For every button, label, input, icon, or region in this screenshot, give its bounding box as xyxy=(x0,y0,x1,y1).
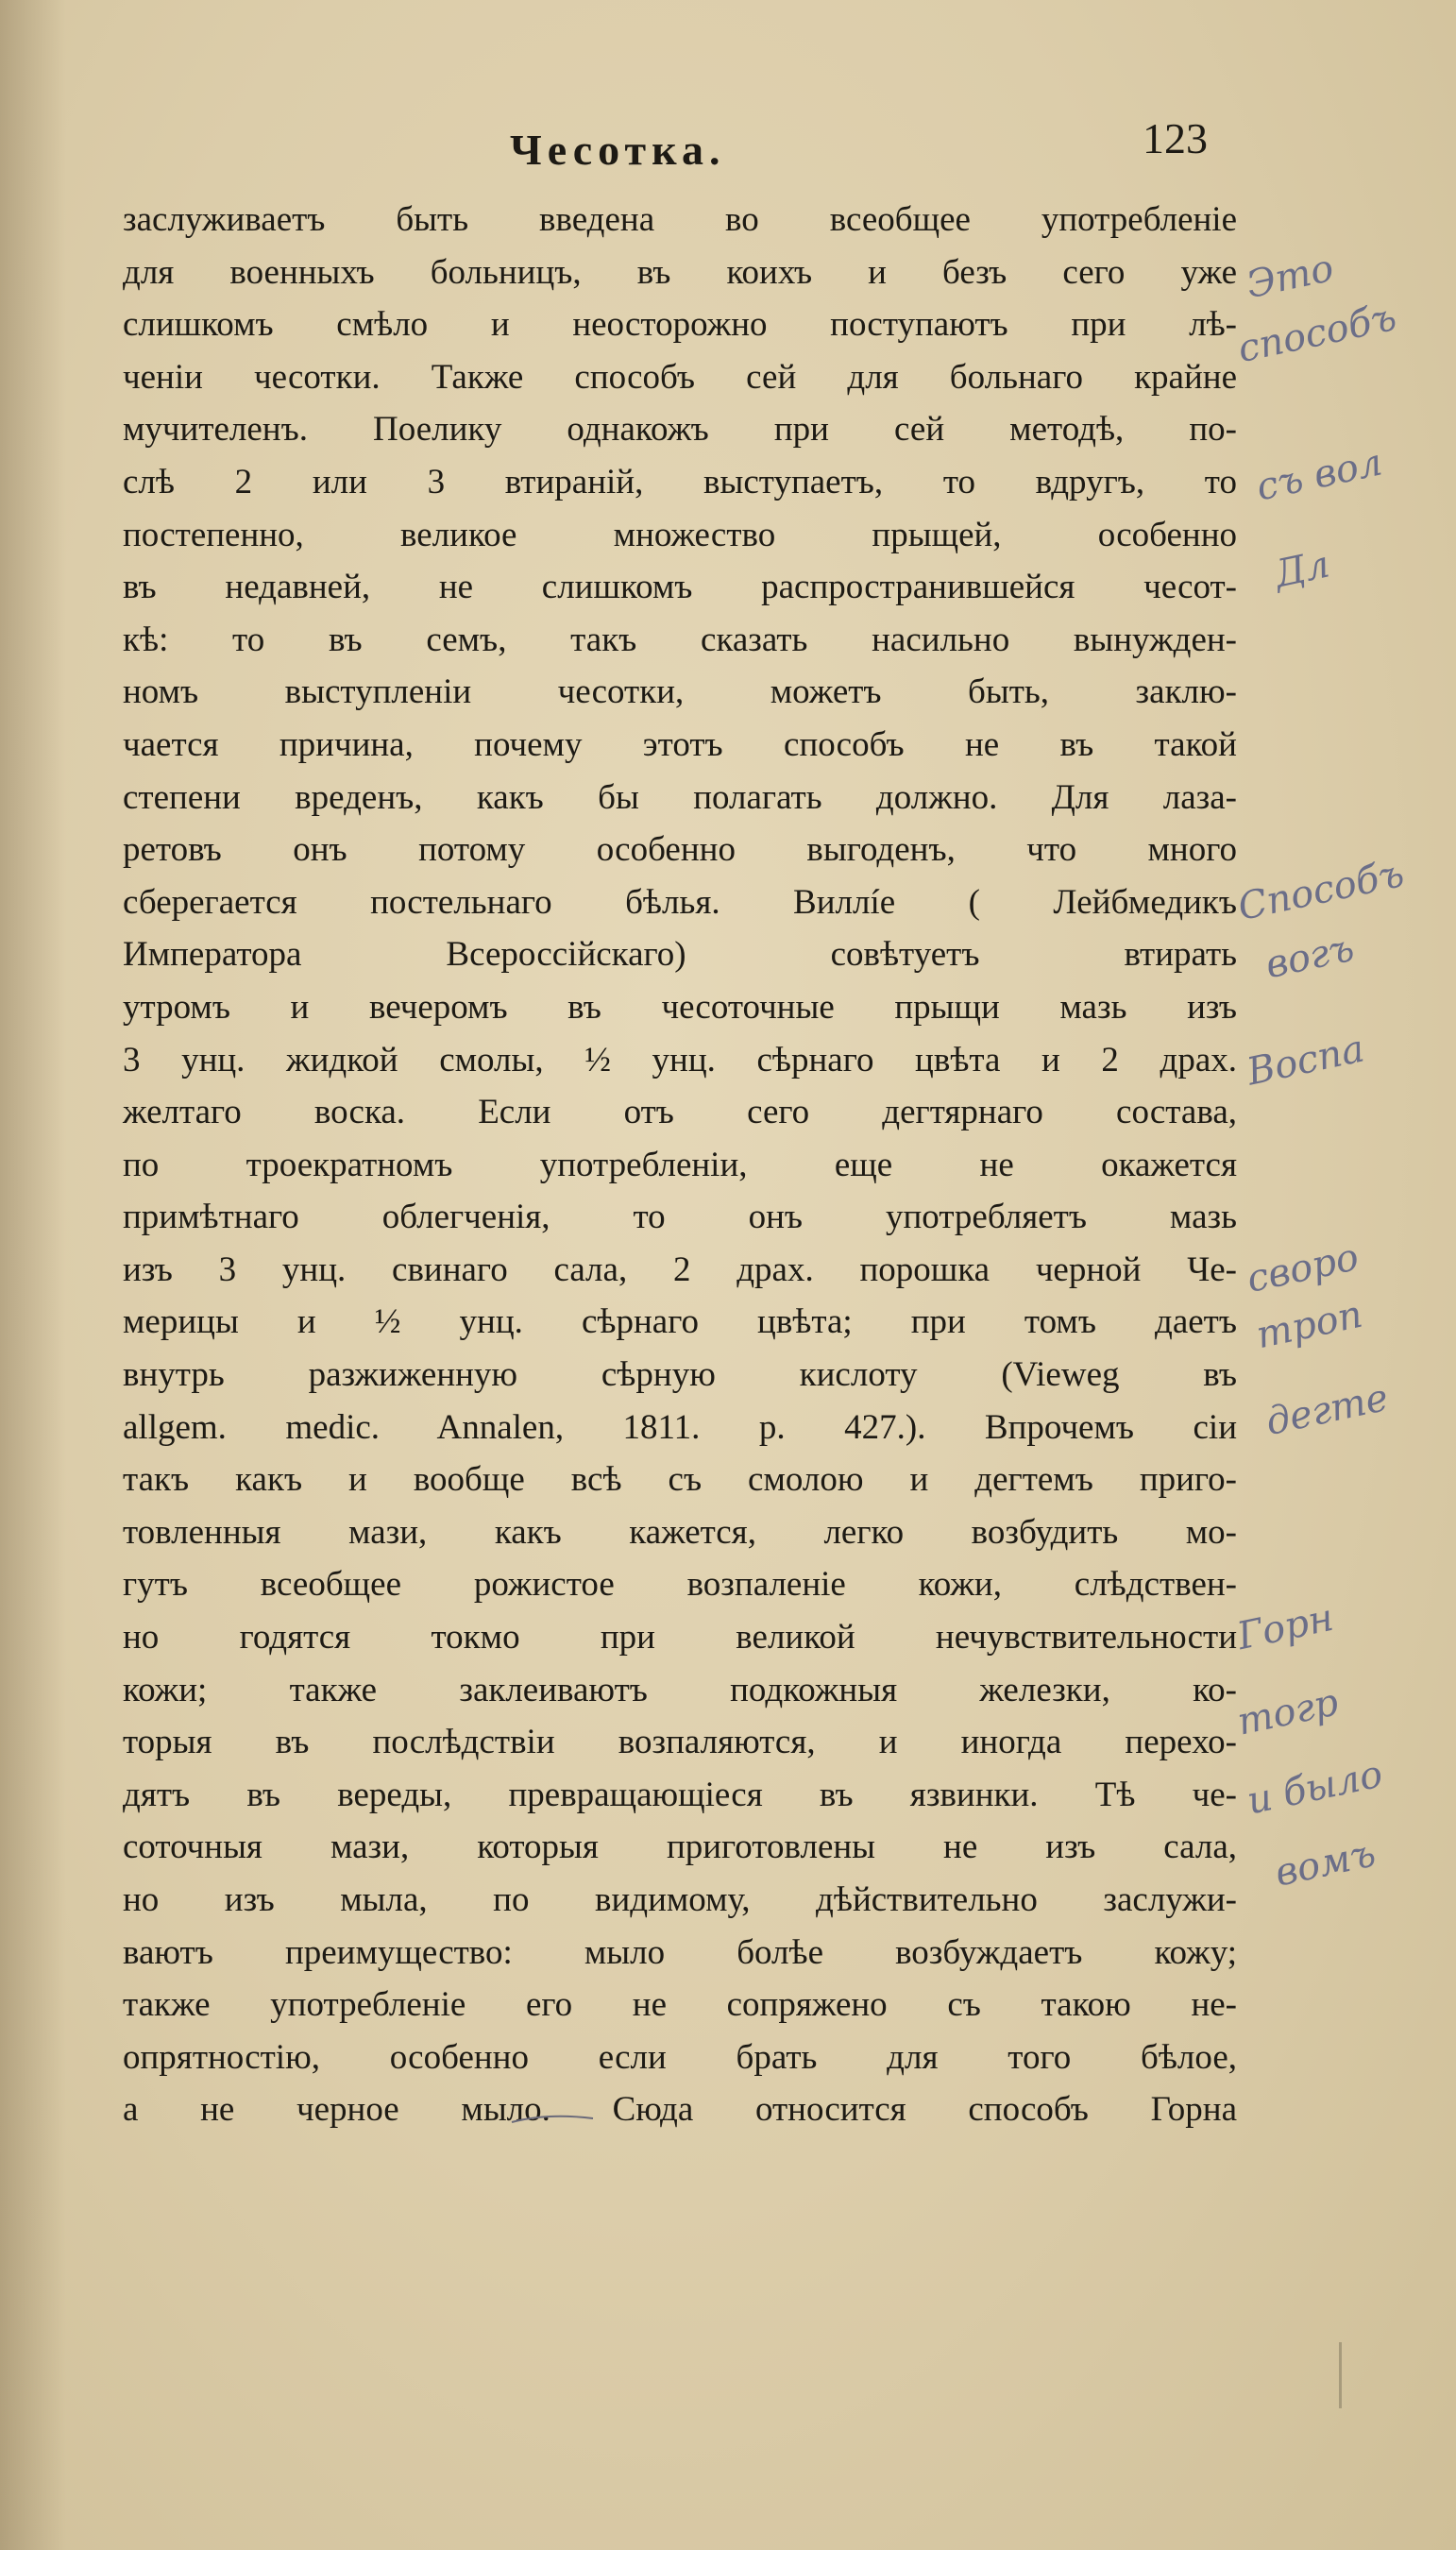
margin-note: вогъ xyxy=(1261,926,1359,988)
margin-note: своро xyxy=(1243,1235,1363,1301)
body-text xyxy=(123,194,1237,2136)
text-line: опрятностію, особенно если брать для того бѣлое, xyxy=(123,2037,1237,2077)
text-line: утромъ и вечеромъ въ чесоточные прыщи мазь изъ xyxy=(123,987,1237,1027)
text-line: внутрь разжиженную сѣрную кислоту (Vieweg въ xyxy=(123,1355,1237,1395)
text-line: степени вреденъ, какъ бы полагать должно. Для лаза- xyxy=(123,777,1237,817)
running-header xyxy=(0,113,1456,189)
text-line: изъ 3 унц. свинаго сала, 2 драх. порошка черной Че- xyxy=(123,1250,1237,1289)
text-line: гутъ всеобщее рожистое возпаленіе кожи, слѣдствен- xyxy=(123,1565,1237,1605)
text-line: слишкомъ смѣло и неосторожно поступаютъ при лѣ- xyxy=(123,305,1237,345)
text-line: чается причина, почему этотъ способъ не въ такой xyxy=(123,724,1237,764)
text-line: allgem. medic. Annalen, 1811. p. 427.). Впрочемъ сіи xyxy=(123,1407,1237,1447)
page-edge-shadow xyxy=(0,0,66,2550)
text-line: дятъ въ вереды, превращающіеся въ язвинки. Тѣ че- xyxy=(123,1775,1237,1814)
text-line: сберегается постельнаго бѣлья. Виллíе ( Лейбмедикъ xyxy=(123,882,1237,922)
margin-notes xyxy=(1233,246,1445,1896)
text-line: кѣ: то въ семъ, такъ сказать насильно вынужден- xyxy=(123,620,1237,659)
text-line: товленныя мази, какъ кажется, легко возбудить мо- xyxy=(123,1512,1237,1552)
pencil-underline xyxy=(510,2111,595,2126)
margin-note: вомъ xyxy=(1271,1831,1380,1896)
text-line: такъ какъ и вообще всѣ съ смолою и дегтемъ приго- xyxy=(123,1460,1237,1500)
margin-note: Горн xyxy=(1233,1595,1338,1659)
page-number: 123 xyxy=(1143,114,1208,162)
text-line: номъ выступленіи чесотки, можетъ быть, заклю- xyxy=(123,672,1237,712)
pencil-mark xyxy=(1339,2342,1342,2408)
running-title: Чесотка. xyxy=(510,126,726,174)
text-line: желтаго воска. Если отъ сего дегтярнаго состава, xyxy=(123,1093,1237,1132)
text-line: торыя въ послѣдствіи возпаляются, и иногда перехо- xyxy=(123,1723,1237,1762)
text-line: по троекратномъ употребленіи, еще не окажется xyxy=(123,1145,1237,1184)
text-line: ченіи чесотки. Также способъ сей для больнаго крайне xyxy=(123,357,1237,397)
text-line: а не черное мыло. Сюда относится способъ Горна xyxy=(123,2090,1237,2130)
margin-note: тогр xyxy=(1233,1680,1343,1744)
text-line: кожи; также заклеиваютъ подкожныя железки, ко- xyxy=(123,1670,1237,1709)
margin-note: Дл xyxy=(1270,542,1334,597)
text-line: ваютъ преимущество: мыло болѣе возбуждаетъ кожу; xyxy=(123,1932,1237,1972)
text-line: также употребленіе его не сопряжено съ такою не- xyxy=(123,1985,1237,2025)
text-line: 3 унц. жидкой смолы, ½ унц. сѣрнаго цвѣта и 2 драх. xyxy=(123,1040,1237,1080)
margin-note: Это xyxy=(1243,246,1338,308)
text-line: мучителенъ. Поелику однакожъ при сей методѣ, по- xyxy=(123,410,1237,450)
text-line: постепенно, великое множество прыщей, особенно xyxy=(123,515,1237,554)
text-line: слѣ 2 или 3 втираній, выступаетъ, то вдругъ, то xyxy=(123,462,1237,502)
margin-note: троп xyxy=(1252,1292,1366,1358)
text-line: заслуживаетъ быть введена во всеобщее употребленіе xyxy=(123,200,1237,239)
text-line: ретовъ онъ потому особенно выгоденъ, что много xyxy=(123,830,1237,870)
margin-note: дегте xyxy=(1261,1375,1393,1445)
text-line: Императора Всероссійскаго) совѣтуетъ втирать xyxy=(123,935,1237,975)
text-line: для военныхъ больницъ, въ коихъ и безъ сего уже xyxy=(123,252,1237,292)
text-line: мерицы и ½ унц. сѣрнаго цвѣта; при томъ даетъ xyxy=(123,1302,1237,1342)
margin-note: способъ xyxy=(1234,295,1400,372)
margin-note: Воспа xyxy=(1243,1027,1368,1095)
text-line: соточныя мази, которыя приготовлены не изъ сала, xyxy=(123,1828,1237,1867)
text-line: примѣтнаго облегченія, то онъ употребляетъ мазь xyxy=(123,1198,1237,1237)
margin-note: Способъ xyxy=(1234,851,1408,930)
text-line: но изъ мыла, по видимому, дѣйствительно заслужи- xyxy=(123,1880,1237,1919)
text-line: въ недавней, не слишкомъ распространившейся чесот- xyxy=(123,568,1237,607)
margin-note: и было xyxy=(1243,1752,1387,1824)
text-line: но годятся токмо при великой нечувствительности xyxy=(123,1618,1237,1658)
margin-note: съ вол xyxy=(1252,440,1386,510)
